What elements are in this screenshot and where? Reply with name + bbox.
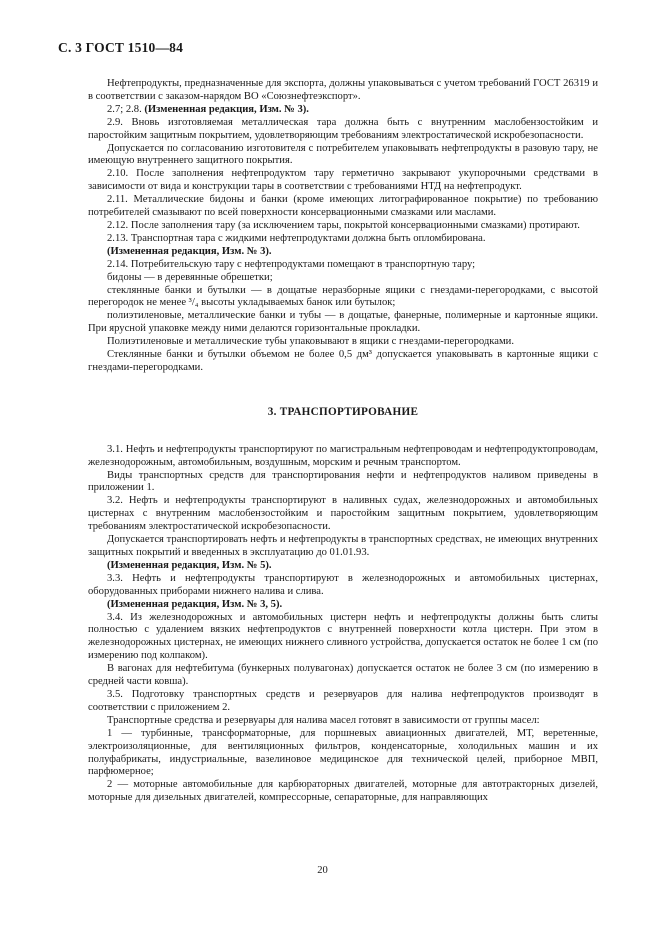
page-header: С. 3 ГОСТ 1510—84 bbox=[58, 40, 184, 55]
amendment-note: (Измененная редакция, Изм. № 3). bbox=[144, 103, 309, 115]
fraction: ³/₄ bbox=[188, 297, 199, 309]
paragraph: Стеклянные банки и бутылки объемом не более 0,5 дм³ допускается упаковывать в картонные ящики с гнездами-перегородками. bbox=[88, 349, 598, 373]
amendment-note: (Измененная редакция, Изм. № 3, 5). bbox=[107, 598, 283, 610]
page-number: 20 bbox=[317, 865, 328, 876]
text-segment: высоты укладываемых банок или бутылок; bbox=[198, 297, 396, 309]
text-segment: стеклянные банки и бутылки — в дощатые неразборные ящики с гнездами-перегородками, с высотой перегородок не менее bbox=[88, 284, 598, 309]
paragraph: 3.1. Нефть и нефтепродукты транспортируют по магистральным нефтепроводам и нефтепродуктопроводам, железнодорожным, автомобильным, воздушным, морским и речным транспортом. bbox=[88, 443, 598, 468]
paragraph: 2.9. Вновь изготовляемая металлическая тара должна быть с внутренним маслобензостойким и паростойким защитным покрытием, удовлетворяющим требованиям электростатической искробезопасности. bbox=[88, 116, 598, 141]
section-title: 3. ТРАНСПОРТИРОВАНИЕ bbox=[267, 405, 419, 418]
paragraph bbox=[88, 285, 598, 311]
paragraph: 3.4. Из железнодорожных и автомобильных цистерн нефть и нефтепродукты должны быть слиты полностью с удалением вязких нефтепродуктов с внутренней поверхности котла цистерн. При этом в железнодорожных цистернах, не имеющих нижнего сливного устройства, допускается остаток не более 1 см (по измерению под колпаком). bbox=[88, 611, 598, 662]
amendment-note: (Измененная редакция, Изм. № 3). bbox=[107, 245, 272, 257]
paragraph: 2.10. После заполнения нефтепродуктом тару герметично закрывают укупорочными средствами в зависимости от вида и конструкции тары в соответствии с требованиями НТД на нефтепродукт. bbox=[88, 168, 598, 193]
paragraph: Транспортные средства и резервуары для налива масел готовят в зависимости от группы масел: bbox=[107, 714, 540, 726]
paragraph bbox=[88, 104, 598, 117]
paragraph: Допускается транспортировать нефть и нефтепродукты в транспортных средствах, не имеющих внутренних защитных покрытий и введенных в эксплуатацию до 01.01.93. bbox=[88, 534, 598, 558]
paragraph: 3.3. Нефть и нефтепродукты транспортируют в железнодорожных и автомобильных цистернах, оборудованных приборами нижнего налива и слива. bbox=[88, 572, 598, 597]
paragraph: 2.11. Металлические бидоны и банки (кроме имеющих литографированное покрытие) по требованию потребителей смазывают по всей поверхности консервационными смазками или маслами. bbox=[88, 194, 598, 219]
paragraph: 2.13. Транспортная тара с жидкими нефтепродуктами должна быть опломбирована. bbox=[107, 232, 486, 244]
amendment-note: (Измененная редакция, Изм. № 5). bbox=[107, 559, 272, 571]
paragraph: Допускается по согласованию изготовителя с потребителем упаковывать нефтепродукты в разовую тару, не имеющую внутреннего защитного покрытия. bbox=[88, 142, 598, 167]
paragraph: Нефтепродукты, предназначенные для экспорта, должны упаковываться с учетом требований ГОСТ 26319 и в соответствии с заказом-нарядом ВО «Союзнефтеэкспорт». bbox=[88, 78, 598, 102]
paragraph: В вагонах для нефтебитума (бункерных полувагонах) допускается остаток не более 3 см (по измерению в средней части ковша). bbox=[88, 663, 598, 688]
paragraph: 3.2. Нефть и нефтепродукты транспортируют в наливных судах, железнодорожных и автомобильных цистернах с внутренним маслобензостойким и паростойким защитным покрытием, удовлетворяющим требованиям электростатической искробезопасности. bbox=[88, 495, 598, 533]
clause-number: 2.7; 2.8. bbox=[107, 103, 142, 115]
paragraph: бидоны — в деревянные обрешетки; bbox=[107, 271, 273, 283]
paragraph: 3.5. Подготовку транспортных средств и резервуаров для налива нефтепродуктов производят в соответствии с приложением 2. bbox=[88, 688, 598, 713]
paragraph: 2.12. После заполнения тару (за исключением тары, покрытой консервационными смазками) протирают. bbox=[107, 219, 580, 231]
paragraph: Виды транспортных средств для транспортирования нефти и нефтепродуктов наливом приведены в приложении 1. bbox=[88, 469, 598, 494]
paragraph: 2.14. Потребительскую тару с нефтепродуктами помещают в транспортную тару; bbox=[107, 258, 476, 270]
paragraph: Полиэтиленовые и металлические тубы упаковывают в ящики с гнездами-перегородками. bbox=[107, 336, 514, 348]
paragraph: полиэтиленовые, металлические банки и тубы — в дощатые, фанерные, полимерные и картонные ящики. При ярусной упаковке между ними делаются горизонтальные прокладки. bbox=[88, 310, 598, 335]
paragraph: 1 — турбинные, трансформаторные, для поршневых авиационных двигателей, МТ, веретенные, электроизоляционные, для вентиляционных фильтров, конденсаторные, холодильных машин и их полуфабрикаты, индустриальные, вазелиновое медицинское для технической целей, приборное МВП, парфюмерное; bbox=[88, 727, 598, 778]
document-body bbox=[88, 78, 598, 805]
paragraph: 2 — моторные автомобильные для карбюраторных двигателей, моторные для автотракторных дизелей, моторные для дизельных двигателей, компрессорные, сепараторные, для направляющих bbox=[88, 779, 598, 804]
